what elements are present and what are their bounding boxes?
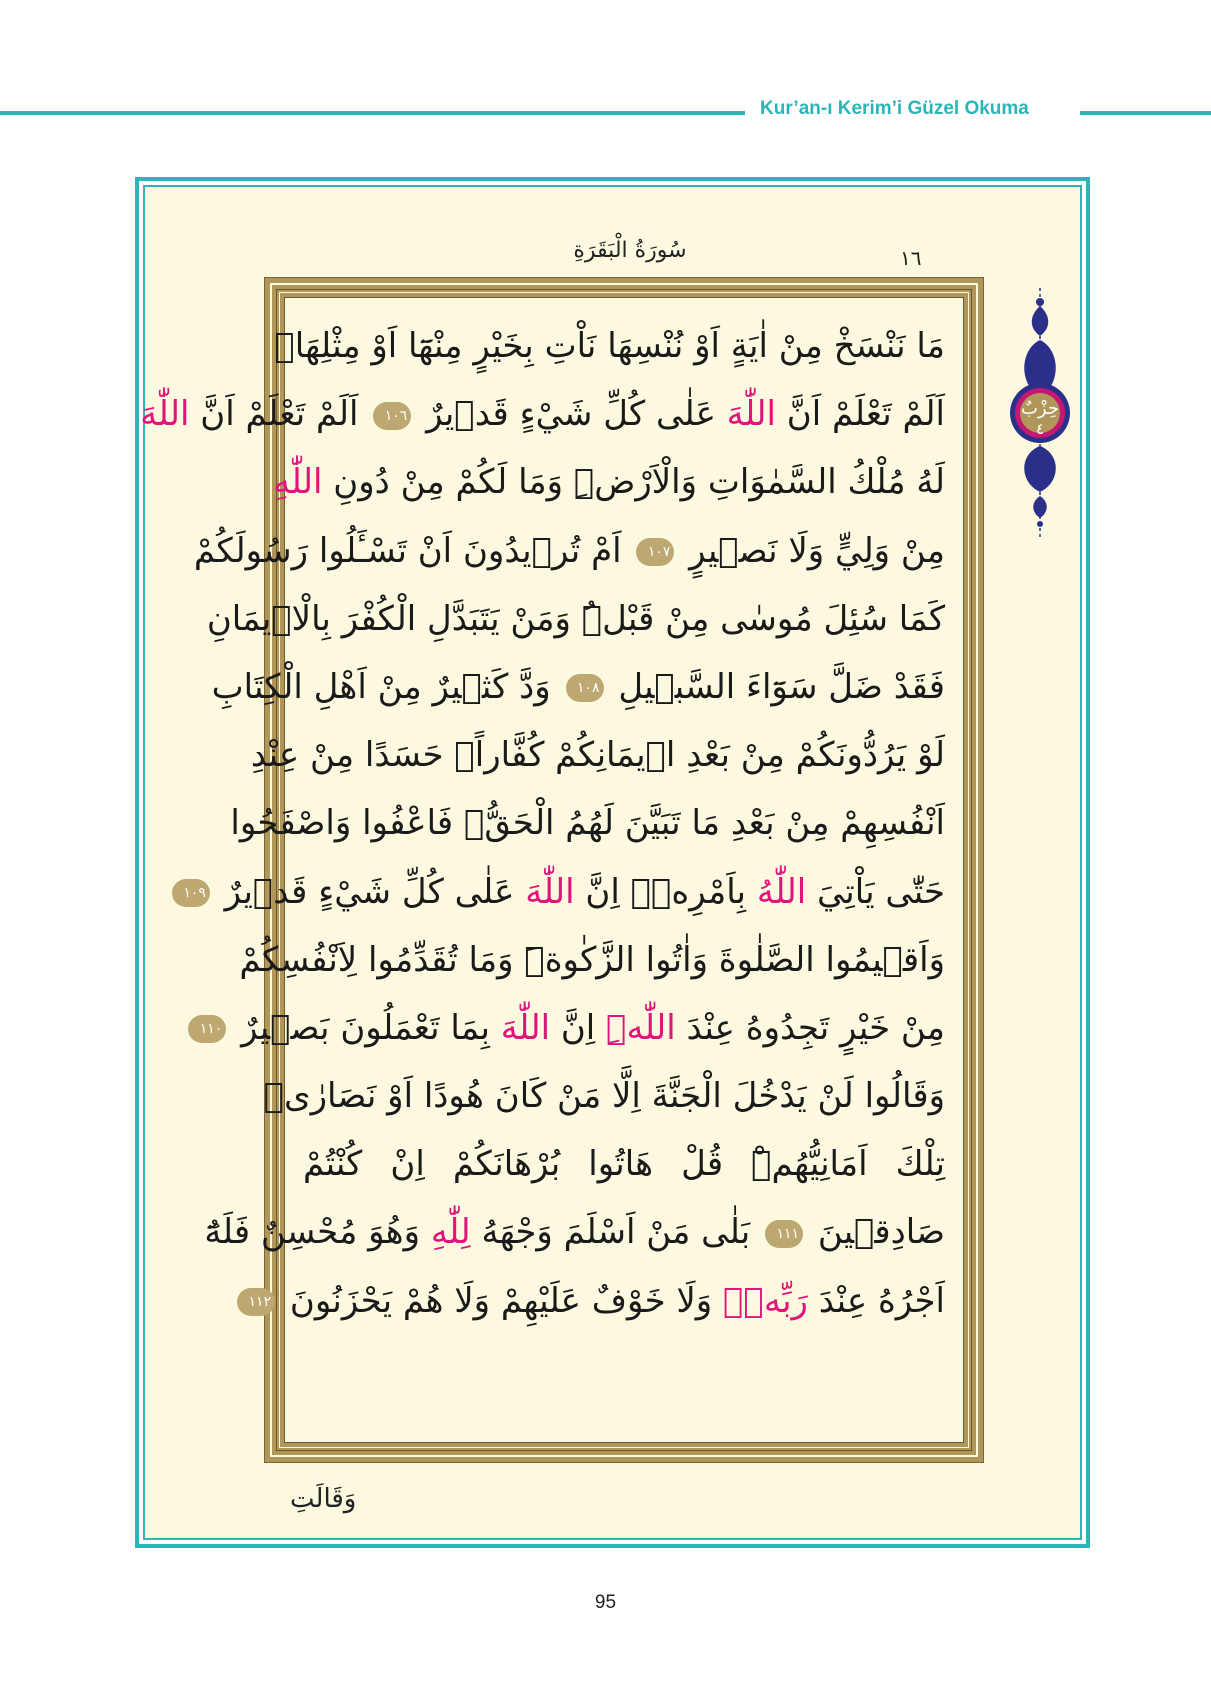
verse-text: تِلْكَ اَمَانِيُّهُمْۜ قُلْ هَاتُوا بُرْهَانَكُمْ اِنْ كُنْتُمْ (303, 1144, 945, 1185)
verse-line (263, 1062, 945, 1130)
verse-text: بِمَا تَعْمَلُونَ بَص۪يرٌ (230, 1007, 501, 1048)
catchword: وَقَالَتِ (290, 1484, 357, 1514)
verse-text: اِنَّ (550, 1007, 607, 1048)
hizb-label: حِزْبٌ (1020, 398, 1059, 419)
verse-line (248, 1267, 945, 1335)
verse-line (140, 380, 945, 448)
verse-text: اَنْفُسِهِمْ مِنْ بَعْدِ مَا تَبَيَّنَ لَهُمُ الْحَقُّۚ فَاعْفُوا وَاصْفَحُوا (230, 803, 945, 844)
verse-line (273, 448, 945, 516)
page-number: 95 (594, 1592, 617, 1613)
verse-text: كَمَا سُئِلَ مُوسٰى مِنْ قَبْلُۜ وَمَنْ يَتَبَدَّلِ الْكُفْرَ بِالْا۪يمَانِ (206, 598, 945, 639)
quran-text-area (140, 297, 964, 1443)
header-rule-left (0, 111, 745, 115)
divine-name: اللّٰهَ (525, 871, 575, 912)
divine-name: رَبِّه۪ۖ (723, 1280, 808, 1321)
verse-text: حَتّٰى يَاْتِيَ (806, 871, 945, 912)
verse-text: وَاَق۪يمُوا الصَّلٰوةَ وَاٰتُوا الزَّكٰوةَۜ وَمَا تُقَدِّمُوا لِاَنْفُسِكُمْ (239, 939, 945, 980)
verse-line (183, 858, 945, 926)
verse-text: اَجْرُهُ عِنْدَ (807, 1280, 945, 1321)
verse-line (250, 721, 945, 789)
verse-text: وَدَّ كَث۪يرٌ مِنْ اَهْلِ الْكِتَابِ (211, 666, 562, 707)
ayah-number-marker: ١٠٨ (566, 674, 604, 702)
ayah-number-marker: ١١٠ (188, 1015, 226, 1043)
divine-name: اللّٰهِ (273, 462, 323, 503)
verse-text: اَمْ تُر۪يدُونَ اَنْ تَسْـَٔلُوا رَسُولَكُمْ (193, 530, 633, 571)
divine-name: اللّٰهَ (726, 394, 776, 435)
divine-name: لِلّٰهِ (430, 1212, 471, 1253)
verse-line (199, 994, 945, 1062)
divine-name: اللّٰهُ (756, 871, 807, 912)
verse-line (239, 926, 945, 994)
verse-text: عَلٰى كُلِّ شَيْءٍ قَد۪يرٌ (415, 394, 727, 435)
ayah-number-marker: ١٠٩ (172, 879, 210, 907)
divine-name: اللّٰهَ (140, 394, 190, 435)
ayah-number-marker: ١١١ (765, 1220, 803, 1248)
verse-line (193, 517, 945, 585)
ayah-number-marker: ١٠٧ (636, 538, 674, 566)
verse-text: مِنْ خَيْرٍ تَجِدُوهُ عِنْدَ (675, 1007, 945, 1048)
verse-line (211, 653, 945, 721)
verse-text: اَلَمْ تَعْلَمْ اَنَّ (189, 394, 370, 435)
verse-text: وَلَا خَوْفٌ عَلَيْهِمْ وَلَا هُمْ يَحْزَنُونَ (279, 1280, 724, 1321)
verse-text: صَادِق۪ينَ (807, 1212, 945, 1253)
verse-line (206, 585, 945, 653)
verse-text: اَلَمْ تَعْلَمْ اَنَّ (775, 394, 945, 435)
verse-text: بَلٰى مَنْ اَسْلَمَ وَجْهَهُ (470, 1212, 762, 1253)
verse-line (303, 1130, 945, 1198)
hizb-number: ٤ (1035, 420, 1045, 438)
divine-name: اللّٰهَ (500, 1007, 551, 1048)
book-title: Kur’an-ı Kerim’i Güzel Okuma (760, 98, 1029, 119)
verse-text: وَقَالُوا لَنْ يَدْخُلَ الْجَنَّةَ اِلَّا مَنْ كَانَ هُودًا اَوْ نَصَارٰىۜ (263, 1076, 945, 1117)
verse-text: بِاَمْرِه۪ۜ اِنَّ (574, 871, 757, 912)
header-rule-right (1080, 111, 1211, 115)
verse-text: فَقَدْ ضَلَّ سَوَٓاءَ السَّب۪يلِ (607, 666, 945, 707)
verse-line (204, 1198, 945, 1266)
divine-name: اللّٰهِۜ (606, 1007, 676, 1048)
ayah-number-marker: ١٠٦ (373, 402, 411, 430)
quran-text-frame (140, 277, 984, 1463)
mushaf-page-number: ١٦ (900, 246, 922, 270)
verse-text: عَلٰى كُلِّ شَيْءٍ قَد۪يرٌ (213, 871, 526, 912)
verse-line (230, 789, 945, 857)
verse-text: وَهُوَ مُحْسِنٌ فَلَهُٓ (204, 1212, 431, 1253)
surah-name: سُورَةُ الْبَقَرَةِ (573, 238, 687, 263)
verse-text: مَا نَنْسَخْ مِنْ اٰيَةٍ اَوْ نُنْسِهَا نَاْتِ بِخَيْرٍ مِنْهَٓا اَوْ مِثْلِهَاۜ (274, 326, 945, 366)
verse-text: مِنْ وَلِيٍّ وَلَا نَص۪يرٍ (678, 530, 945, 571)
verse-text: لَهُ مُلْكُ السَّمٰوَاتِ وَالْاَرْضِۜ وَمَا لَكُمْ مِنْ دُونِ (322, 462, 945, 503)
ayah-number-marker: ١١٢ (237, 1288, 275, 1316)
verse-text: لَوْ يَرُدُّونَكُمْ مِنْ بَعْدِ ا۪يمَانِكُمْ كُفَّاراًۚ حَسَدًا مِنْ عِنْدِ (250, 735, 945, 776)
verse-line (274, 312, 945, 380)
